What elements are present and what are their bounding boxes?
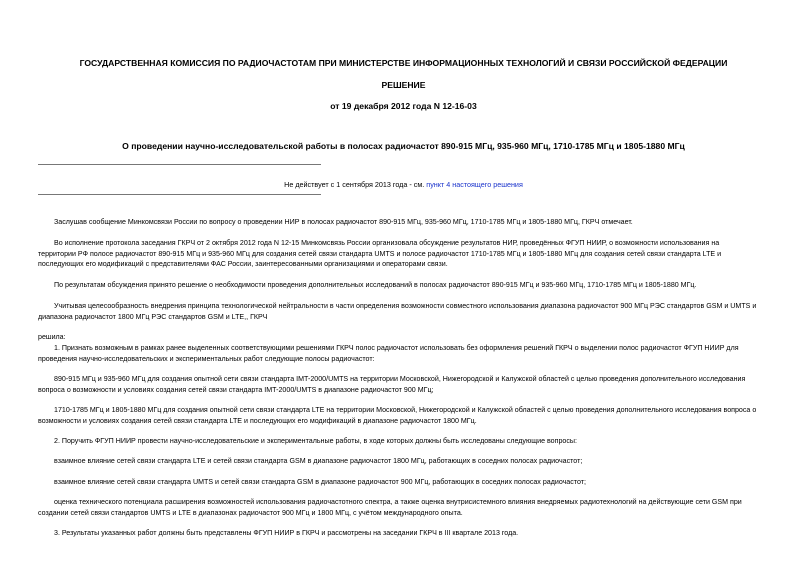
status-note-text: Не действует с 1 сентября 2013 года - см. <box>284 180 427 189</box>
document-title: О проведении научно-исследовательской работы в полосах радиочастот 890-915 МГц, 935-960 МГц, 1710-1785 МГц и 1805-1880 МГц <box>122 141 685 151</box>
org-heading: ГОСУДАРСТВЕННАЯ КОМИССИЯ ПО РАДИОЧАСТОТАМ ПРИ МИНИСТЕРСТВЕ ИНФОРМАЦИОННЫХ ТЕХНОЛОГИЙ И СВЯЗИ РОССИЙСКОЙ ФЕДЕРАЦИИ <box>79 58 728 68</box>
paragraph-2 <box>38 238 770 270</box>
item-1b <box>38 405 770 426</box>
item-2b <box>38 477 770 488</box>
paragraph-line: проведения научно-исследовательских и экспериментальных работ следующие полосы радиочастот: <box>38 354 375 363</box>
paragraph-line: 1. Признать возможным в рамках ранее выделенных соответствующими решениями ГКРЧ полос радиочастот использовать без оформления решений ГКРЧ о выделении полос радиочастот ФГУП НИИР для <box>54 344 739 352</box>
paragraph-line: взаимное влияние сетей связи стандарта UMTS и сетей связи стандарта GSM в диапазоне радиочастот 900 МГц, работающих в соседних полосах радиочастот; <box>54 478 586 486</box>
resolved-label <box>38 332 770 343</box>
paragraph-line: оценка технического потенциала расширения возможностей использования радиочастотного спектра, а также оценка внутрисистемного влияния внедряемых радиотехнологий на действующие сети GSM при <box>54 498 742 506</box>
paragraph-line: 3. Результаты указанных работ должны быть представлены ФГУП НИИР в ГКРЧ и рассмотрены на заседании ГКРЧ в III квартале 2013 года. <box>54 529 519 537</box>
item-2c <box>38 497 770 518</box>
paragraph-line: последующих его модификаций с представителями ФАС России, заинтересованными организациями и операторами связи. <box>38 260 448 268</box>
paragraph-line: Заслушав сообщение Минкомсвязи России по вопросу о проведении НИР в полосах радиочастот 890-915 МГц, 935-960 МГц, 1710-1785 МГц и 1805-1880 МГц, ГКРЧ отмечает. <box>54 218 633 226</box>
paragraph-line: территории РФ полосе радиочастот 890-915 МГц и 935-960 МГц для создания сетей связи стандарта UMTS и полосе радиочастот 1710-1785 МГц и 1805-1880 МГц для создания сетей связи стандарта LTE и <box>38 249 722 258</box>
paragraph-3 <box>38 280 770 291</box>
item-1a <box>38 374 770 395</box>
doc-type: РЕШЕНИЕ <box>381 80 426 90</box>
paragraph-line: создании сетей связи стандартов UMTS и LTE в диапазонах радиочастот 900 МГц и 1800 МГц, с учётом международного опыта. <box>38 508 463 517</box>
status-note <box>0 180 807 189</box>
item-3 <box>38 528 770 539</box>
paragraph-line: диапазона радиочастот 1800 МГц РЭС стандартов GSM и LTE,, ГКРЧ <box>38 312 268 321</box>
item-2 <box>38 436 770 447</box>
divider-bottom <box>38 194 321 195</box>
divider-top <box>38 164 321 165</box>
paragraph-line: 2. Поручить ФГУП НИИР провести научно-исследовательские и экспериментальные работы, в ходе которых должны быть исследованы следующие вопросы: <box>54 437 577 445</box>
item-1 <box>38 343 770 364</box>
date-number: от 19 декабря 2012 года N 12-16-03 <box>330 101 477 111</box>
paragraph-line: 1710-1785 МГц и 1805-1880 МГц для создания опытной сети связи стандарта LTE на территории Московской, Нижегородской и Калужской областей с целью проведения дополнительного исследования вопроса о <box>54 406 757 414</box>
paragraph-line: 890-915 МГц и 935-960 МГц для создания опытной сети связи стандарта IMT-2000/UMTS на территории Московской, Нижегородской и Калужской областей с целью проведения дополнительного исследования <box>54 375 746 383</box>
paragraph-1 <box>38 217 770 228</box>
paragraph-line: возможности и условиях создания сетей связи стандарта LTE и последующих его модификаций в диапазоне радиочастот 1800 МГц. <box>38 416 477 425</box>
paragraph-line: Во исполнение протокола заседания ГКРЧ от 2 октября 2012 года N 12-15 Минкомсвязь России организовала обсуждение результатов НИР, проведённых ФГУП НИИР, о возможности использования на <box>54 239 720 247</box>
status-note-link[interactable]: пункт 4 настоящего решения <box>426 180 523 189</box>
paragraph-line: вопроса о возможности и условиях создания сетей связи стандарта IMT-2000/UMTS в диапазоне радиочастот 900 МГц; <box>38 385 434 394</box>
paragraph-line: Учитывая целесообразность внедрения принципа технологической нейтральности в части определения возможности совместного использования диапазона радиочастот 900 МГц РЭС стандартов GSM и UMTS и <box>54 302 757 310</box>
paragraph-line: решила: <box>38 333 66 341</box>
paragraph-line: По результатам обсуждения принято решение о необходимости проведения дополнительных исследований в полосах радиочастот 890-915 МГц и 935-960 МГц, 1710-1785 МГц и 1805-1880 МГц. <box>54 281 697 289</box>
item-2a <box>38 456 770 467</box>
paragraph-line: взаимное влияние сетей связи стандарта LTE и сетей связи стандарта GSM в диапазоне радиочастот 1800 МГц, работающих в соседних полосах радиочастот; <box>54 457 583 465</box>
paragraph-4 <box>38 301 770 322</box>
